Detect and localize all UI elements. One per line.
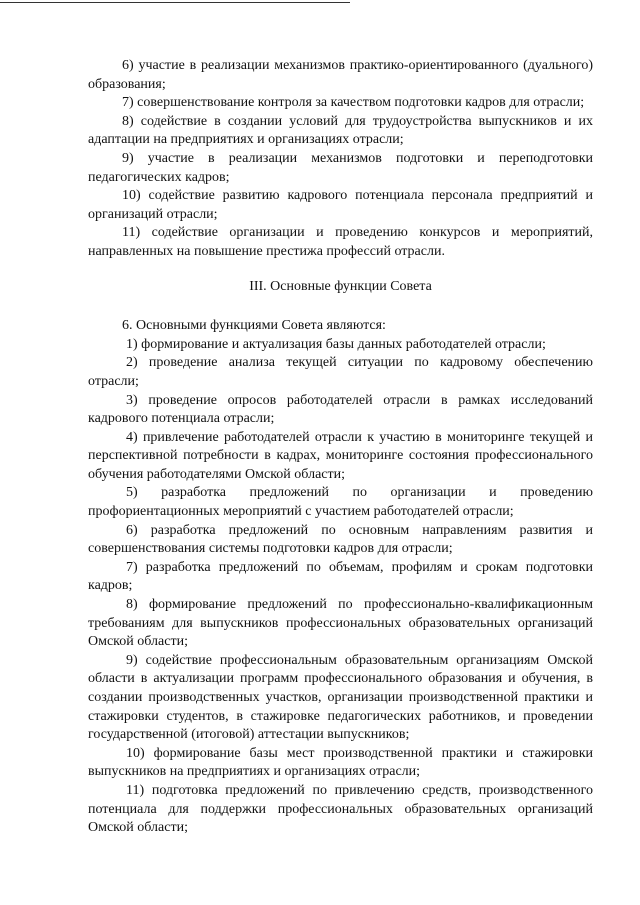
list-item: 7) разработка предложений по объемам, профилям и срокам подготовки кадров; <box>88 559 593 594</box>
list-item: 5) разработка предложений по организации и проведению профориентационных мероприятий с участием работодателей отрасли; <box>88 485 593 520</box>
section-heading: III. Основные функции Совета <box>249 278 432 294</box>
document-page <box>88 57 593 838</box>
list-item: 3) проведение опросов работодателей отрасли в рамках исследований кадрового потенциала отрасли; <box>88 392 593 427</box>
list-item: 8) формирование предложений по профессионально-квалификационным требованиям для выпускников профессиональных образовательных организаций Омской области; <box>88 597 593 650</box>
list-item: 9) содействие профессиональным образовательным организациям Омской области в актуализации программ профессионального образования и обучения, в создании производственных участков, организации производственной практики и стажировки студентов, в стажировке педагогических работников, и проведении государственной (итоговой) аттестации выпускников; <box>88 652 593 743</box>
list-item: 4) привлечение работодателей отрасли к участию в мониторинге текущей и перспективной потребности в кадрах, мониторинге состояния профессионального обучения работодателями Омской области; <box>88 429 593 482</box>
list-item: 8) содействие в создании условий для трудоустройства выпускников и их адаптации на предприятиях и организациях отрасли; <box>88 113 593 148</box>
list-item: 2) проведение анализа текущей ситуации по кадровому обеспечению отрасли; <box>88 355 593 389</box>
list-item: 10) формирование базы мест производственной практики и стажировки выпускников на предприятиях и организациях отрасли; <box>88 745 593 780</box>
top-rule <box>0 2 350 3</box>
list-item: 10) содействие развитию кадрового потенциала персонала предприятий и организаций отрасли; <box>88 188 593 222</box>
list-item: 7) совершенствование контроля за качеством подготовки кадров для отрасли; <box>122 95 585 111</box>
list-item: 6) разработка предложений по основным направлениям развития и совершенствования системы подготовки кадров для отрасли; <box>88 522 593 557</box>
list-item: 11) подготовка предложений по привлечению средств, производственного потенциала для поддержки профессиональных образовательных организаций Омской области; <box>88 782 593 836</box>
section-intro: 6. Основными функциями Совета являются: <box>122 318 386 334</box>
list-item: 6) участие в реализации механизмов практико-ориентированного (дуального) образования; <box>88 58 593 92</box>
list-item: 1) формирование и актуализация базы данных работодателей отрасли; <box>126 336 546 352</box>
list-item: 9) участие в реализации механизмов подготовки и переподготовки педагогических кадров; <box>88 150 593 185</box>
list-item: 11) содействие организации и проведению конкурсов и мероприятий, направленных на повышение престижа профессий отрасли. <box>88 225 593 259</box>
